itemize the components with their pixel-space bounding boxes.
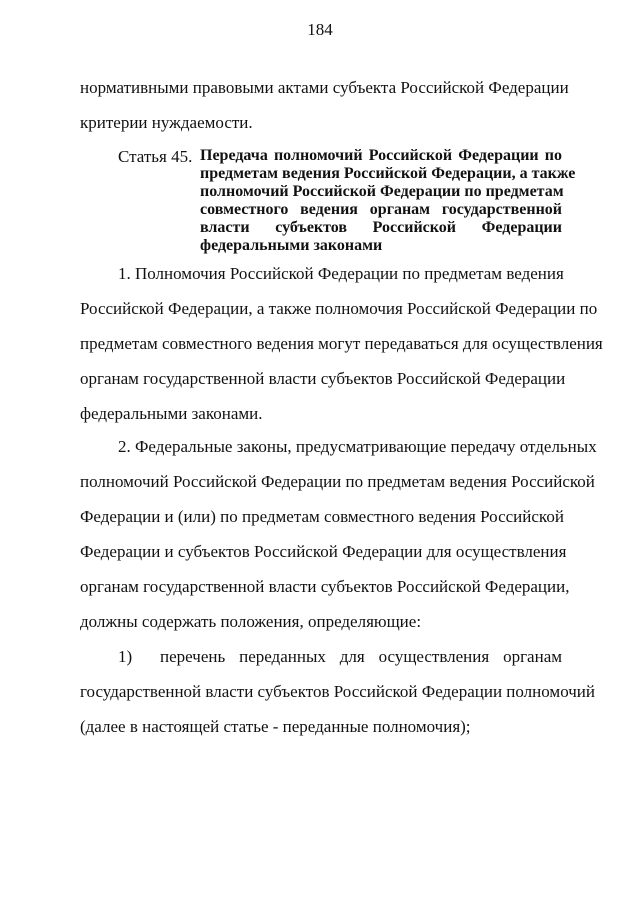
list-item-line: государственной власти субъектов Российской Федерации полномочий <box>80 682 595 701</box>
paragraph-1-line: федеральными законами. <box>80 404 263 423</box>
page-number: 184 <box>307 20 333 39</box>
list-item-number: 1) <box>118 647 133 666</box>
paragraph-1-line: Российской Федерации, а также полномочия Российской Федерации по <box>80 299 598 318</box>
text-line: критерии нуждаемости. <box>80 113 253 132</box>
article-title-line: полномочий Российской Федерации по предметам <box>200 183 564 200</box>
article-label: Статья 45. <box>118 147 193 166</box>
text-line: нормативными правовыми актами субъекта Российской Федерации <box>80 78 569 97</box>
paragraph-1-line: предметам совместного ведения могут передаваться для осуществления <box>80 334 603 353</box>
paragraph-2-line: 2. Федеральные законы, предусматривающие передачу отдельных <box>118 437 597 456</box>
article-title-line: совместного ведения органам государственной <box>200 201 562 218</box>
paragraph-2-line: Федерации и субъектов Российской Федерации для осуществления <box>80 542 567 561</box>
article-title <box>200 147 576 255</box>
article-title-line: власти субъектов Российской Федерации <box>200 219 562 236</box>
article-title-line: федеральными законами <box>200 237 383 254</box>
list-item-line: (далее в настоящей статье - переданные полномочия); <box>80 717 471 736</box>
article-title-line: предметам ведения Российской Федерации, а также <box>200 165 576 182</box>
paragraph-1-line: 1. Полномочия Российской Федерации по предметам ведения <box>118 264 564 283</box>
paragraph-2-line: органам государственной власти субъектов Российской Федерации, <box>80 577 570 596</box>
article-title-line: Передача полномочий Российской Федерации по <box>200 147 562 164</box>
paragraph-2-line: должны содержать положения, определяющие: <box>80 612 422 631</box>
paragraph-2-line: Федерации и (или) по предметам совместного ведения Российской <box>80 507 564 526</box>
paragraph-1-line: органам государственной власти субъектов Российской Федерации <box>80 369 566 388</box>
paragraph-2-line: полномочий Российской Федерации по предметам ведения Российской <box>80 472 595 491</box>
list-item-line: перечень переданных для осуществления органам <box>160 647 562 666</box>
